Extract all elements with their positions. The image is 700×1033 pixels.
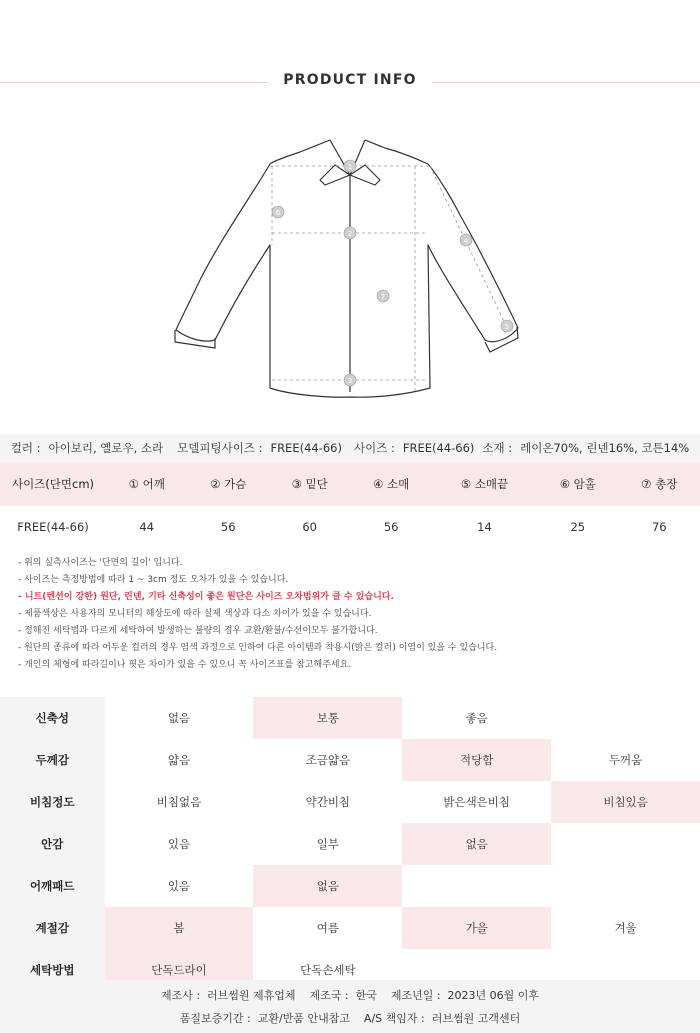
size-cell: 56: [220, 520, 236, 534]
attribute-option: 있음: [167, 837, 191, 851]
attribute-label: 안감: [0, 823, 105, 865]
size-table-header: [0, 462, 700, 506]
attribute-label: 어깨패드: [0, 865, 105, 907]
size-header-sleeve: ④ 소매: [350, 462, 431, 506]
attribute-option: 비침없음: [156, 795, 202, 809]
size-header-shoulder: ① 어깨: [106, 462, 187, 506]
attribute-option-selected: 보통: [253, 697, 402, 739]
marker-6: 6: [275, 209, 281, 217]
product-footer: [0, 980, 700, 1033]
attribute-option: 있음: [167, 879, 191, 893]
size-header-chest: ② 가슴: [187, 462, 268, 506]
size-table: [0, 462, 700, 548]
size-header-hem: ③ 밑단: [269, 462, 350, 506]
marker-2: 2: [347, 230, 353, 238]
attribute-option-selected: 적당함: [402, 739, 551, 781]
attribute-option-selected: 단독드라이: [105, 949, 254, 991]
attribute-row: [0, 781, 700, 823]
attribute-option-selected: 비침있음: [551, 781, 700, 823]
size-label: 사이즈 :: [353, 441, 395, 455]
note-item: - 정해진 세탁법과 다르게 세탁하여 발생하는 불량의 경우 교환/환불/수선이모두 불가합니다.: [18, 626, 378, 636]
attribute-option-selected: 봄: [105, 907, 254, 949]
marker-7: 7: [380, 293, 386, 301]
attribute-option: 단독손세탁: [300, 963, 356, 977]
size-cell: 56: [383, 520, 399, 534]
color-label: 컬러 :: [10, 441, 41, 455]
size-header-sleeve-end: ⑤ 소매끝: [432, 462, 537, 506]
marker-1: 1: [347, 163, 353, 171]
color-value: 아이보리, 옐로우, 소라: [48, 441, 164, 455]
attribute-row: [0, 865, 700, 907]
title-divider-right: [432, 82, 700, 83]
attribute-option: 좋음: [465, 711, 488, 725]
note-item-highlight: - 니트(텐션이 강한) 원단, 린넨, 기타 신축성이 좋은 원단은 사이즈 오차범위가 클 수 있습니다.: [18, 592, 394, 602]
attribute-option: [551, 865, 700, 907]
marker-3: 3: [347, 377, 353, 385]
attribute-option: 없음: [167, 711, 191, 725]
size-notes: [18, 555, 688, 674]
attribute-label: 계절감: [0, 907, 105, 949]
note-item: - 위의 실측사이즈는 '단면의 길이' 입니다.: [18, 558, 183, 568]
attribute-option: [551, 697, 700, 739]
size-header-size: 사이즈(단면cm): [0, 462, 106, 506]
attribute-option: [402, 865, 551, 907]
page-title: PRODUCT INFO: [283, 72, 417, 88]
attribute-option: 조금얇음: [305, 753, 351, 767]
attribute-option: 여름: [316, 921, 339, 935]
attribute-option-selected: 없음: [253, 865, 402, 907]
size-cell: FREE(44-66): [17, 520, 89, 534]
attribute-label: 신축성: [0, 697, 105, 739]
attribute-label: 세탁방법: [0, 949, 105, 991]
size-cell: 14: [477, 520, 492, 534]
manufacturer-info: 제조사 : 러브썸원 제휴업체 제조국 : 한국 제조년일 : 2023년 06월 이후: [160, 989, 540, 1002]
attribute-row: [0, 823, 700, 865]
attribute-option: 약간비침: [305, 795, 351, 809]
size-cell: 60: [302, 520, 317, 534]
material-label: 소재 :: [482, 441, 513, 455]
table-row: [0, 506, 700, 548]
attribute-option: 일부: [316, 837, 339, 851]
note-item: - 제품색상은 사용자의 모니터의 해상도에 따라 실제 색상과 다소 차이가 있을 수 있습니다.: [18, 609, 372, 619]
size-cell: 76: [651, 520, 667, 534]
attribute-option: 밝은색은비침: [443, 795, 511, 809]
attribute-option-selected: 가을: [402, 907, 551, 949]
product-info-header: [0, 0, 700, 120]
attribute-option: 얇음: [167, 753, 191, 767]
warranty-info: 품질보증기간 : 교환/반품 안내참고 A/S 책임자 : 러브썸원 고객센터: [179, 1012, 521, 1025]
attribute-option: 겨울: [614, 921, 637, 935]
size-header-armhole: ⑥ 암홀: [537, 462, 618, 506]
material-value: 레이온70%, 린넨16%, 코튼14%: [520, 441, 690, 455]
attribute-option: 두꺼움: [608, 753, 643, 767]
attribute-label: 비침정도: [0, 781, 105, 823]
attribute-option-selected: 없음: [402, 823, 551, 865]
attribute-label: 두께감: [0, 739, 105, 781]
size-value: FREE(44-66): [402, 441, 475, 455]
attribute-row: [0, 697, 700, 739]
marker-4: 4: [463, 237, 469, 245]
note-item: - 사이즈는 측정방법에 따라 1 ~ 3cm 정도 오차가 있을 수 있습니다.: [18, 575, 289, 585]
attribute-row: [0, 739, 700, 781]
shirt-measurement-diagram: [160, 130, 540, 405]
note-item: - 개인의 체형에 따라길이나 핏은 차이가 있을 수 있으니 꼭 사이즈표를 참고해주세요.: [18, 660, 352, 670]
marker-5: 5: [504, 323, 510, 331]
size-cell: 25: [570, 520, 586, 534]
note-item: - 원단의 종류에 따라 어두운 컬러의 경우 염색 과정으로 인하여 다른 아이템과 착용시(밝은 컬러) 이염이 있을 수 있습니다.: [18, 643, 498, 653]
attribute-grid: [0, 697, 700, 991]
size-header-length: ⑦ 총장: [619, 462, 700, 506]
attribute-option: [551, 823, 700, 865]
model-size-value: FREE(44-66): [270, 441, 342, 455]
model-size-label: 모델피팅사이즈 :: [177, 441, 263, 455]
product-info-bar: [0, 434, 700, 462]
attribute-row: [0, 907, 700, 949]
size-cell: 44: [139, 520, 155, 534]
